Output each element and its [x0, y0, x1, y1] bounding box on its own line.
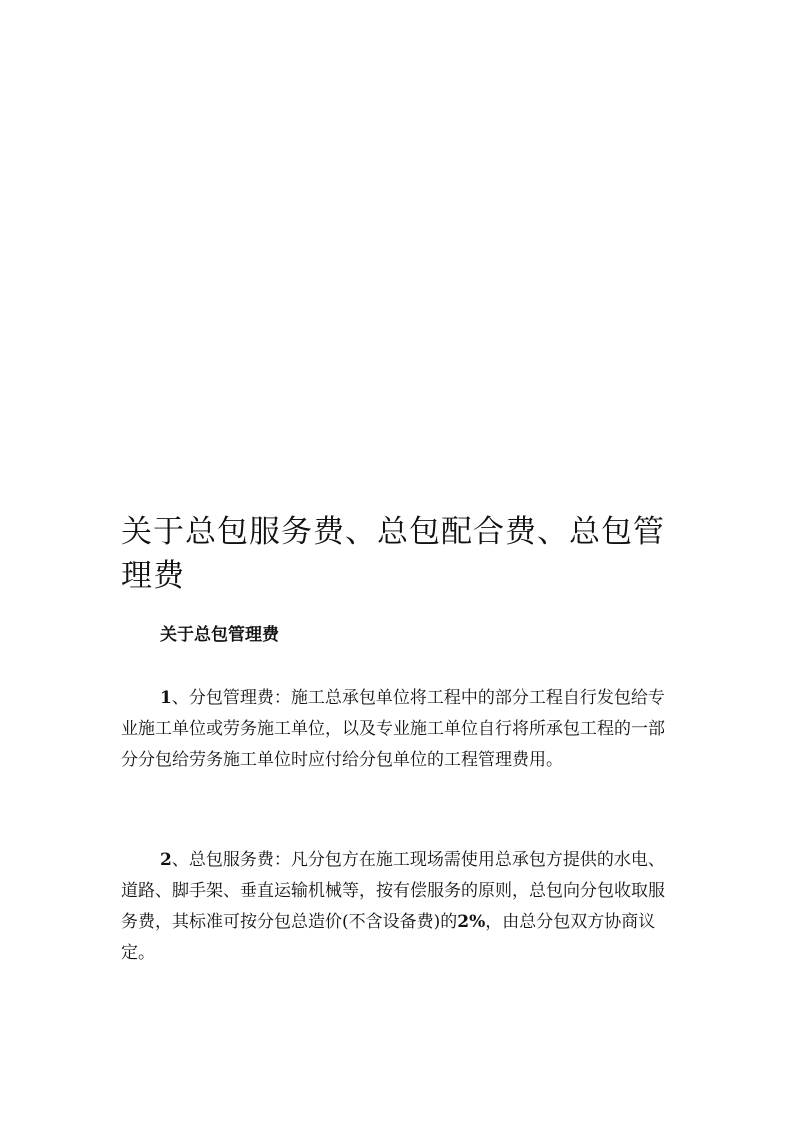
document-title: 关于总包服务费、总包配合费、总包管理费 [121, 514, 665, 594]
paragraph-subcontract-management-fee [121, 683, 676, 776]
paragraph-general-contract-service-fee [121, 845, 676, 969]
paragraph-number: 2 [160, 850, 172, 870]
paragraph-number: 1 [160, 688, 172, 708]
service-fee-percentage: 2% [457, 912, 486, 932]
paragraph-text: 、分包管理费：施工总承包单位将工程中的部分工程自行发包给专业施工单位或劳务施工单位，以及专业施工单位自行将所承包工程的一部分分包给劳务施工单位时应付给分包单位的工程管理费用。 [121, 688, 665, 770]
section-subheading: 关于总包管理费 [160, 625, 279, 645]
paragraph-text: 、总包服务费：凡分包方在施工现场需使用总承包方提供的水电、道路、脚手架、垂直运输机械等，按有偿服务的原则，总包向分包收取服务费，其标准可按分包总造价(不含设备费)的 [121, 850, 665, 932]
paragraph-text-end: ，由总分包双方协商议定。 [121, 912, 656, 963]
